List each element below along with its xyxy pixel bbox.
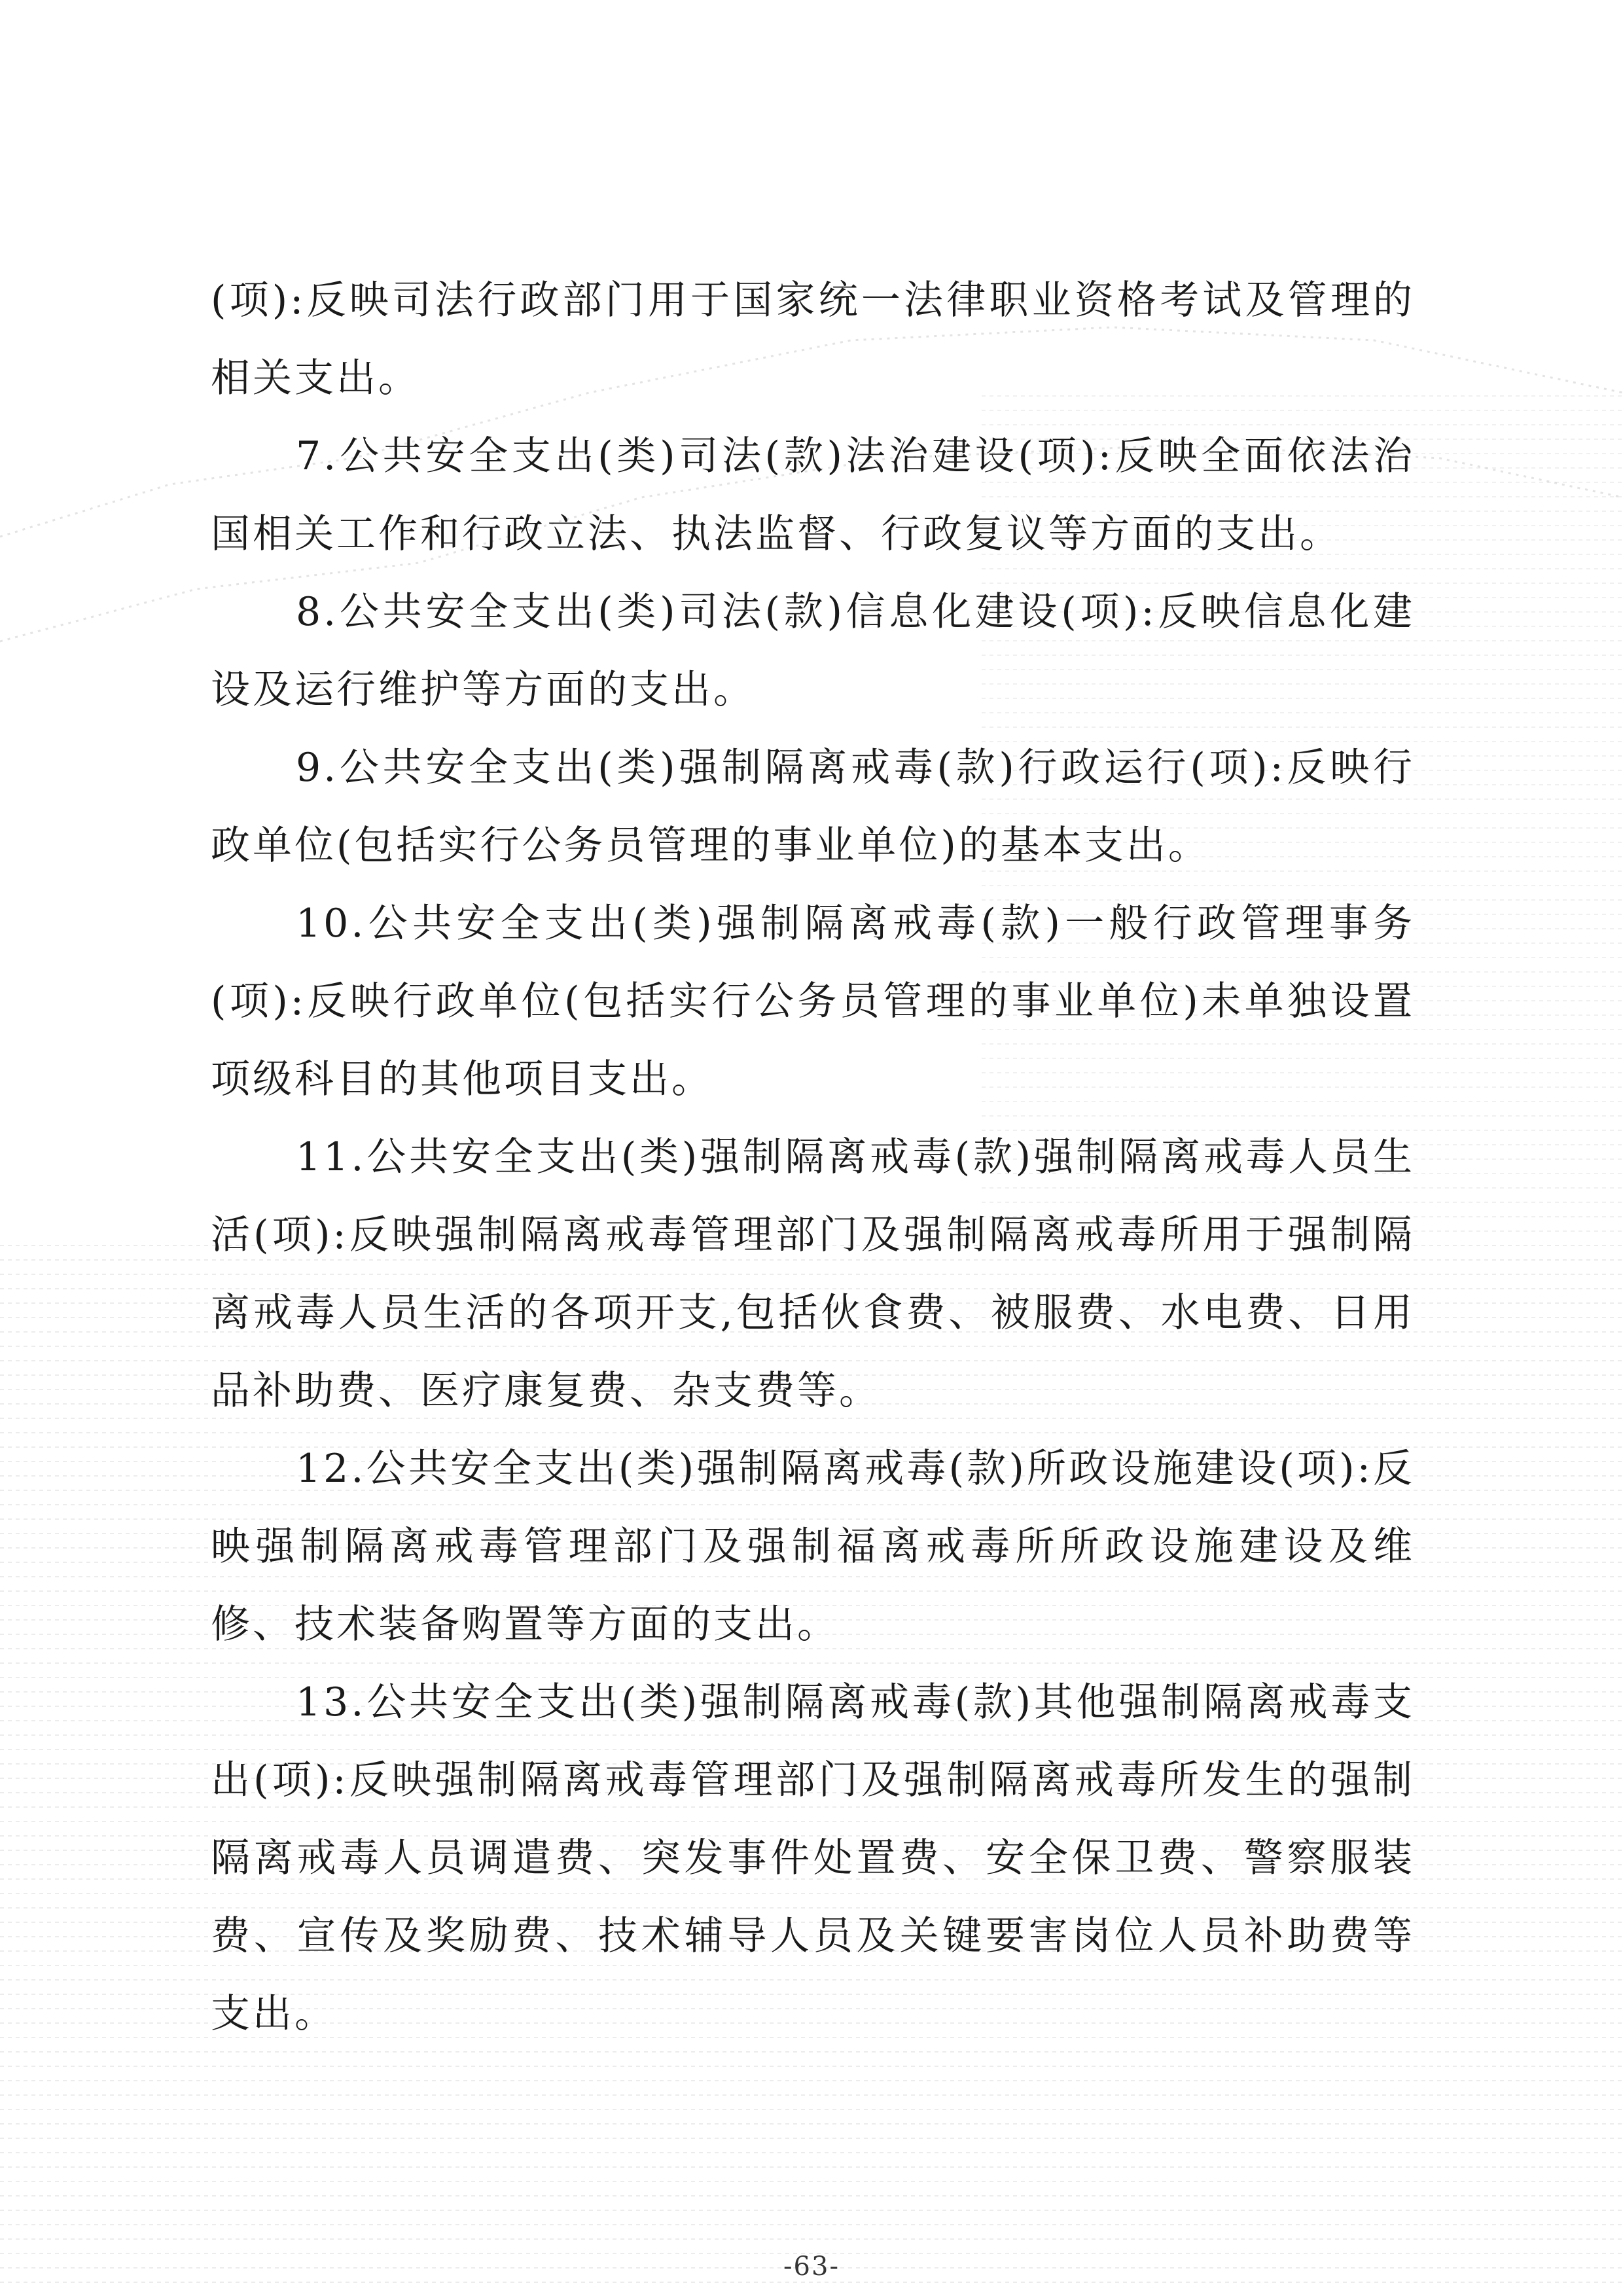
paragraph-item-7: 7.公共安全支出(类)司法(款)法治建设(项):反映全面依法治国相关工作和行政立法、执法监督、行政复议等方面的支出。 bbox=[211, 433, 1415, 557]
paragraph-item-11: 11.公共安全支出(类)强制隔离戒毒(款)强制隔离戒毒人员生活(项):反映强制隔离戒毒管理部门及强制隔离戒毒所用于强制隔离戒毒人员生活的各项开支,包括伙食费、被服费、水电费、日用品补助费、医疗康复费、杂支费等。 bbox=[211, 1134, 1415, 1414]
paragraph-item-9: 9.公共安全支出(类)强制隔离戒毒(款)行政运行(项):反映行政单位(包括实行公务员管理的事业单位)的基本支出。 bbox=[211, 745, 1415, 869]
paragraph-item-13: 13.公共安全支出(类)强制隔离戒毒(款)其他强制隔离戒毒支出(项):反映强制隔离戒毒管理部门及强制隔离戒毒所发生的强制隔离戒毒人员调遣费、突发事件处置费、安全保卫费、警察服装费、宣传及奖励费、技术辅导人员及关键要害岗位人员补助费等支出。 bbox=[211, 1679, 1415, 2037]
paragraph-continuation: (项):反映司法行政部门用于国家统一法律职业资格考试及管理的相关支出。 bbox=[211, 278, 1415, 401]
page-number: -63- bbox=[783, 2251, 840, 2282]
paragraph-item-10: 10.公共安全支出(类)强制隔离戒毒(款)一般行政管理事务(项):反映行政单位(包括实行公务员管理的事业单位)未单独设置项级科目的其他项目支出。 bbox=[211, 901, 1415, 1102]
paragraph-item-12: 12.公共安全支出(类)强制隔离戒毒(款)所政设施建设(项):反映强制隔离戒毒管理部门及强制福离戒毒所所政设施建设及维修、技术装备购置等方面的支出。 bbox=[211, 1446, 1415, 1647]
document-body bbox=[211, 262, 1415, 2053]
paragraph-item-8: 8.公共安全支出(类)司法(款)信息化建设(项):反映信息化建设及运行维护等方面的支出。 bbox=[211, 589, 1415, 713]
